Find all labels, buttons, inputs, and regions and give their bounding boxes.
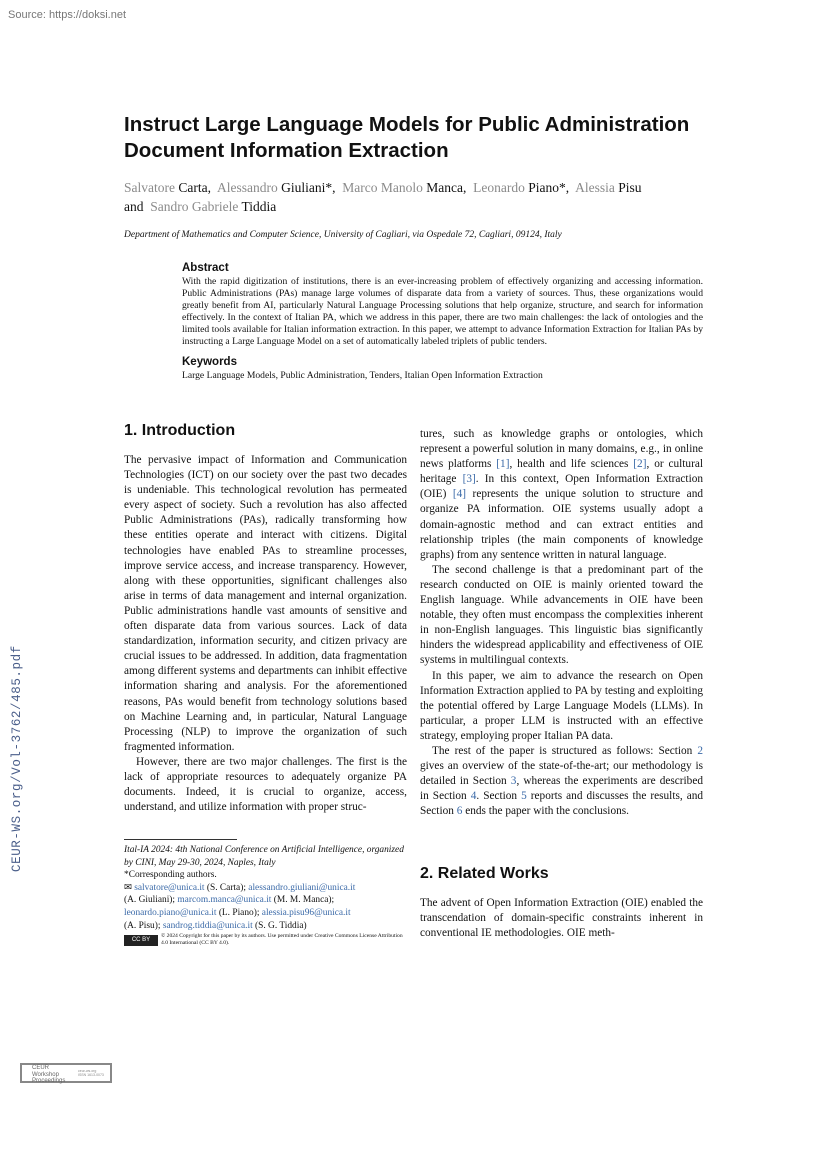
side-volume-link[interactable]: CEUR-WS.org/Vol-3762/485.pdf xyxy=(10,645,24,872)
section-ref-6[interactable]: 6 xyxy=(456,805,463,818)
footnotes xyxy=(124,844,414,947)
intro-paragraph-4: The second challenge is that a predominant part of the research conducted on OIE is mainly oriented toward the English language. While advancements in OIE have been notable, they often must encompass the complexities inherent in non-English languages. This linguistic bias significantly hinders the widespread applicability and effectiveness of OIE systems in multilingual contexts. xyxy=(420,563,703,667)
section-ref-5[interactable]: 5 xyxy=(521,790,527,803)
author-3: Marco Manolo Manca, xyxy=(342,180,467,195)
abstract-heading: Abstract xyxy=(182,262,229,274)
email-pisu[interactable]: alessia.pisu96@unica.it xyxy=(261,907,351,918)
abstract-text: With the rapid digitization of institutions, there is an ever-increasing problem of effectively organizing and accessing information. Public Administrations (PAs) manage large volumes of disparate data from a variety of sources. Thus, these organizations would greatly benefit from AI, particularly Natural Language Processing solutions that help organize, structure, and search for information effectively. In the context of Italian PA, which we address in this paper, there are two main challenges: the lack of ontologies and the limited tools available for Italian information extraction. In this paper, we attempt to advance Information Extraction for Italian PAs by instructing a Large Language Model on a set of automatically labeled triplets of public tenders. xyxy=(182,276,703,347)
citation-3[interactable]: [3] xyxy=(462,473,476,486)
intro-paragraph-5: In this paper, we aim to advance the research on Open Information Extraction applied to PA by testing and exploiting the potential offered by Large Language Models (LLMs). In particular, a proper LLM is instructed with an effective strategy, employing proper Italian PA data. xyxy=(420,669,703,742)
email-tiddia[interactable]: sandrog.tiddia@unica.it xyxy=(162,920,253,931)
author-4: Leonardo Piano*, xyxy=(473,180,570,195)
right-column xyxy=(420,427,703,819)
paper-title: Instruct Large Language Models for Public Administration Document Information Extraction xyxy=(124,113,690,162)
section-2-heading: 2. Related Works xyxy=(420,865,549,882)
email-giuliani[interactable]: alessandro.giuliani@unica.it xyxy=(248,882,356,893)
section-ref-2[interactable]: 2 xyxy=(697,744,703,757)
license-text: © 2024 Copyright for this paper by its authors. Use permitted under Creative Commons License Attribution 4.0 International (CC BY 4.0). xyxy=(161,933,403,947)
author-6: Sandro Gabriele Tiddia xyxy=(150,199,277,214)
abstract-block xyxy=(182,262,703,382)
author-list xyxy=(124,178,714,216)
ceur-logo: CEUR Workshop Proceedings ceur-ws.org ISSN 1613-0073 xyxy=(20,1063,112,1083)
emails: ✉ salvatore@unica.it (S. Carta); alessandro.giuliani@unica.it (A. Giuliani); marcom.manca@unica.it (M. M. Manca); leonardo.piano@unica.it (L. Piano); alessia.pisu96@unica.it (A. Pisu); sandrog.tiddia@unica.it (S. G. Tiddia) xyxy=(124,882,356,931)
cc-license-badge[interactable]: CC BY xyxy=(124,935,158,946)
keywords-text: Large Language Models, Public Administration, Tenders, Italian Open Information Extraction xyxy=(182,370,543,381)
section-ref-4[interactable]: 4 xyxy=(470,790,477,803)
keywords-heading: Keywords xyxy=(182,356,237,368)
email-piano[interactable]: leonardo.piano@unica.it xyxy=(124,907,217,918)
footnote-rule xyxy=(124,839,237,840)
author-2: Alessandro Giuliani*, xyxy=(217,180,336,195)
author-1: Salvatore Carta, xyxy=(124,180,211,195)
intro-paragraph-3: tures, such as knowledge graphs or ontologies, which represent a powerful solution in many domains, e.g., in online news platforms [1], health and life sciences [2], or cultural heritage [3]. In this context, Open Information Extraction (OIE) [4] represents the unique solution to structure and organize PA information. OIE systems usually adopt a domain-agnostic method and can extract entities and relationship triples (the main components of knowledge graphs) from any sentence written in natural language. xyxy=(420,428,704,561)
conference-note: Ital-IA 2024: 4th National Conference on Artificial Intelligence, organized by CINI, May 29-30, 2024, Naples, Italy xyxy=(124,845,404,868)
email-carta[interactable]: salvatore@unica.it xyxy=(134,882,205,893)
citation-2[interactable]: [2] xyxy=(633,458,647,471)
citation-1[interactable]: [1] xyxy=(496,458,510,471)
and-word: and xyxy=(124,199,144,214)
section-ref-3[interactable]: 3 xyxy=(510,775,517,788)
affiliation: Department of Mathematics and Computer Science, University of Cagliari, via Ospedale 72, Cagliari, 09124, Italy xyxy=(124,230,562,240)
left-column xyxy=(124,453,407,815)
envelope-icon: ✉ xyxy=(124,882,132,893)
source-line: Source: https://doksi.net xyxy=(8,9,127,21)
author-5: Alessia Pisu xyxy=(575,180,642,195)
license-note xyxy=(124,933,414,947)
section-1-heading: 1. Introduction xyxy=(124,422,236,439)
intro-paragraph-2: However, there are two major challenges. The first is the lack of appropriate resources to adequately organize PA documents. Indeed, it is crucial to organize, access, understand, and utilize information with proper struc- xyxy=(124,755,407,814)
intro-paragraph-1: The pervasive impact of Information and Communication Technologies (ICT) on our society over the past two decades is undeniable. This technological revolution has permeated every aspect of society. Such a revolution has also affected Public Administrations (PAs), radically transforming how these entities operate and interact with citizens. Digital technologies have enabled PAs to streamline processes, improve service access, and increase transparency. However, along with these opportunities, significant challenges also arise in terms of data management and internal organization. Public administrations handle vast amounts of sensitive and often disparate data from various sources. Lack of data standardization, information security, and citizen privacy are crucial issues to be addressed. In addition, data fragmentation among different systems and departments can inhibit effective information sharing and analysis. For the aforementioned reasons, PAs would benefit from technology solutions based on Machine Learning and, in particular, Natural Language Processing (NLP) to improve the organization of such fragmented information. xyxy=(124,454,407,753)
email-manca[interactable]: marcom.manca@unica.it xyxy=(177,895,272,906)
related-paragraph-1: The advent of Open Information Extraction (OIE) enabled the transcendation of domain-specific constraints inherent in conventional IE methodologies. OIE meth- xyxy=(420,897,703,940)
corresponding-note: *Corresponding authors. xyxy=(124,870,217,881)
intro-paragraph-6: The rest of the paper is structured as follows: Section 2 gives an overview of the state-of-the-art; our methodology is detailed in Section 3, whereas the experiments are described in Section 4. Section 5 reports and discusses the results, and Section 6 ends the paper with the conclusions. xyxy=(420,744,704,818)
related-works-column xyxy=(420,896,703,941)
citation-4[interactable]: [4] xyxy=(452,488,467,501)
